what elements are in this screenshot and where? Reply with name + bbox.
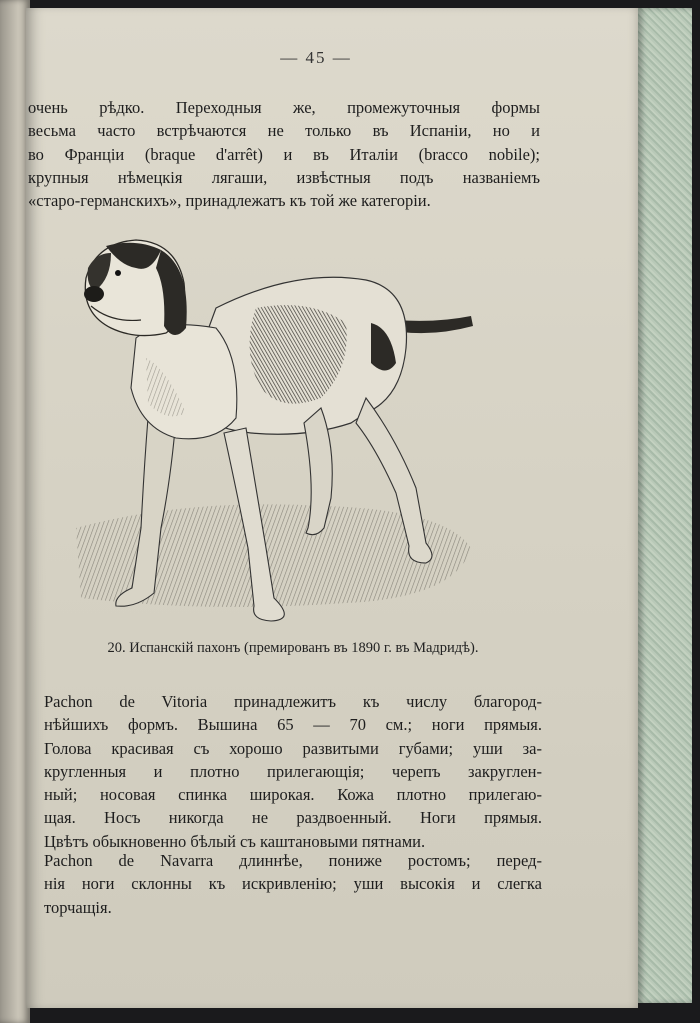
text-line: кругленныя и плотно прилегающія; черепъ закруглен-	[44, 761, 542, 781]
text-line: Pachon de Navarra длиннѣе, пониже ростомъ; перед-	[44, 851, 542, 870]
paragraph-3	[44, 849, 542, 919]
text-line: очень рѣдко. Переходныя же, промежуточныя формы	[28, 98, 540, 117]
dog-engraving-illustration	[66, 228, 506, 633]
text-line: во Франціи (braque d'arrêt) и въ Италіи (bracco nobile);	[28, 144, 540, 164]
book-page	[26, 8, 638, 1008]
paragraph-1	[28, 96, 540, 212]
page-number: — 45 —	[280, 48, 352, 67]
text-line: Голова красивая съ хорошо развитыми губами; уши за-	[44, 738, 542, 758]
text-line: нія ноги склонны къ искривленію; уши высокія и слегка	[44, 874, 542, 894]
text-line: щая. Носъ никогда не раздвоенный. Ноги прямыя.	[44, 808, 542, 828]
text-line: Цвѣтъ обыкновенно бѣлый съ каштановыми пятнами.	[44, 831, 426, 851]
book-cover-edge	[638, 8, 692, 1003]
figure-caption: 20. Испанскій пахонъ (премированъ въ 1890 г. въ Мадридѣ).	[107, 640, 479, 656]
text-line: весьма часто встрѣчаются не только въ Испаніи, но и	[28, 121, 540, 141]
text-line: нѣйшихъ формъ. Вышина 65 — 70 см.; ноги прямыя.	[44, 715, 542, 735]
text-line: крупныя нѣмецкія лягаши, извѣстныя подъ названіемъ	[28, 167, 540, 187]
text-line: «старо-германскихъ», принадлежатъ къ той же категоріи.	[28, 191, 431, 211]
paragraph-2	[44, 690, 542, 853]
text-line: торчащія.	[44, 897, 112, 917]
text-line: Pachon de Vitoria принадлежитъ къ числу благород-	[44, 692, 542, 711]
text-line: ный; носовая спинка широкая. Кожа плотно прилегаю-	[44, 785, 542, 805]
